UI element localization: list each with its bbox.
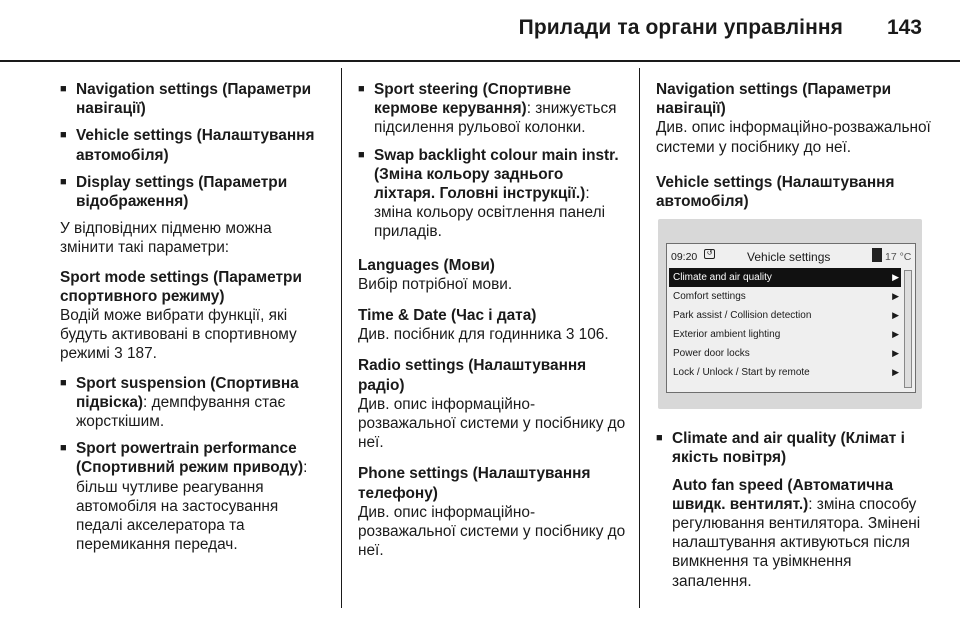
screen-status-bar xyxy=(667,244,915,266)
section-text: Див. опис інформаційно-розважальної системи у посібнику до неї. xyxy=(358,503,626,560)
vehicle-settings-screenshot xyxy=(658,219,922,409)
menu-item-exterior-lighting[interactable] xyxy=(669,325,901,344)
item-text: : демпфування стає жорсткішим. xyxy=(76,393,286,431)
chevron-right-icon: ▶ xyxy=(892,367,899,378)
menu-item-label: Exterior ambient lighting xyxy=(673,329,781,341)
sport-mode-text xyxy=(60,306,325,364)
item-title: Sport powertrain performance (Спортивний режим приводу) xyxy=(76,440,304,477)
section-text: Див. опис інформаційно-розважальної системи у посібнику до неї. xyxy=(358,395,626,452)
phone-icon xyxy=(872,248,882,262)
bullet-sport-steering xyxy=(358,80,626,138)
auto-fan-speed-item xyxy=(656,476,934,591)
section-heading: Time & Date (Час і дата) xyxy=(358,307,537,325)
page-reference-link[interactable]: 3 187. xyxy=(114,345,157,363)
screen-scrollbar[interactable] xyxy=(904,270,912,388)
menu-item-climate[interactable] xyxy=(669,268,901,287)
display-screen xyxy=(666,243,916,393)
item-title: Sport steering (Спортивне кермове керування) xyxy=(374,81,572,118)
section-text: Див. посібник для годинника 3 106. xyxy=(358,326,609,344)
vehicle-settings-heading: Vehicle settings (Налаштування автомобіля) xyxy=(656,173,895,211)
chevron-right-icon: ▶ xyxy=(892,291,899,302)
menu-item-label: Climate and air quality xyxy=(673,272,772,284)
bullet-sport-powertrain xyxy=(60,439,325,554)
section-radio-settings xyxy=(358,356,626,452)
column-divider xyxy=(639,68,640,608)
page-number: 143 xyxy=(886,16,922,39)
header-divider xyxy=(0,60,960,62)
menu-item-power-door-locks[interactable] xyxy=(669,344,901,363)
sport-mode-description: Водій може вибрати функції, які будуть активовані в спортивному режимі xyxy=(60,307,297,363)
item-text: : більш чутливе реагування автомобіля на застосування педалі акселератора та перемикання передач. xyxy=(76,459,308,554)
page-title: Прилади та органи управління xyxy=(518,16,843,39)
section-time-date xyxy=(358,306,626,344)
screen-title: Vehicle settings xyxy=(747,250,831,265)
menu-item-label: Lock / Unlock / Start by remote xyxy=(673,367,810,379)
menu-item-label: Park assist / Collision detection xyxy=(673,310,812,322)
bullet-display-settings: ■ Display settings (Параметри відображення) xyxy=(60,173,325,211)
item-title: Auto fan speed (Автоматична швидк. вентилят.) xyxy=(672,476,893,513)
column-1 xyxy=(60,80,325,562)
sport-mode-heading: Sport mode settings (Параметри спортивного режиму) xyxy=(60,268,302,305)
menu-item-label: Power door locks xyxy=(673,348,750,360)
section-languages xyxy=(358,256,626,294)
bullet-sport-suspension xyxy=(60,374,325,432)
intro-text: У відповідних підменю можна змінити такі параметри: xyxy=(60,220,272,257)
section-heading: Languages (Мови) xyxy=(358,256,495,274)
column-divider xyxy=(341,68,342,608)
navigation-settings-heading: Navigation settings (Параметри навігації) xyxy=(656,81,892,118)
screen-clock: 09:20 xyxy=(671,251,698,264)
section-heading: Radio settings (Налаштування радіо) xyxy=(358,357,587,394)
chevron-right-icon: ▶ xyxy=(892,310,899,321)
menu-item-comfort[interactable] xyxy=(669,287,901,306)
page-header xyxy=(0,0,960,60)
column-2 xyxy=(358,80,626,572)
bullet-vehicle-settings: ■ Vehicle settings (Налаштування автомобіля) xyxy=(60,126,325,164)
back-icon[interactable]: ↺ xyxy=(704,249,715,259)
item-text: : зміна кольору освітлення панелі приладів. xyxy=(374,185,605,241)
navigation-settings-text: Див. опис інформаційно-розважальної системи у посібнику до неї. xyxy=(656,119,931,156)
chevron-right-icon: ▶ xyxy=(892,272,899,283)
menu-item-park-assist[interactable] xyxy=(669,306,901,325)
menu-item-lock-unlock[interactable] xyxy=(669,363,901,382)
bullet-climate-air-quality: ■ Climate and air quality (Клімат і якість повітря) xyxy=(656,429,934,467)
section-text: Вибір потрібної мови. xyxy=(358,275,513,293)
chevron-right-icon: ▶ xyxy=(892,348,899,359)
item-title: Sport suspension (Спортивна підвіска) xyxy=(76,374,299,411)
screen-temperature: 17 °C xyxy=(885,251,912,264)
item-text: : знижується підсилення рульової колонки. xyxy=(374,100,617,137)
item-title: Swap backlight colour main instr. (Зміна кольору заднього ліхтаря. Головні інструкції.) xyxy=(374,146,619,203)
section-phone-settings xyxy=(358,464,626,560)
chevron-right-icon: ▶ xyxy=(892,329,899,340)
menu-item-label: Comfort settings xyxy=(673,291,746,303)
section-heading: Phone settings (Налаштування телефону) xyxy=(358,465,591,502)
bullet-navigation-settings: ■ Navigation settings (Параметри навігації) xyxy=(60,80,325,118)
bullet-swap-backlight xyxy=(358,146,626,242)
column-3 xyxy=(656,80,934,591)
settings-menu-list xyxy=(669,268,901,382)
item-text: : зміна способу регулювання вентилятора. Змінені налаштування активуються після вимкнення та увімкнення запалення. xyxy=(672,495,921,590)
